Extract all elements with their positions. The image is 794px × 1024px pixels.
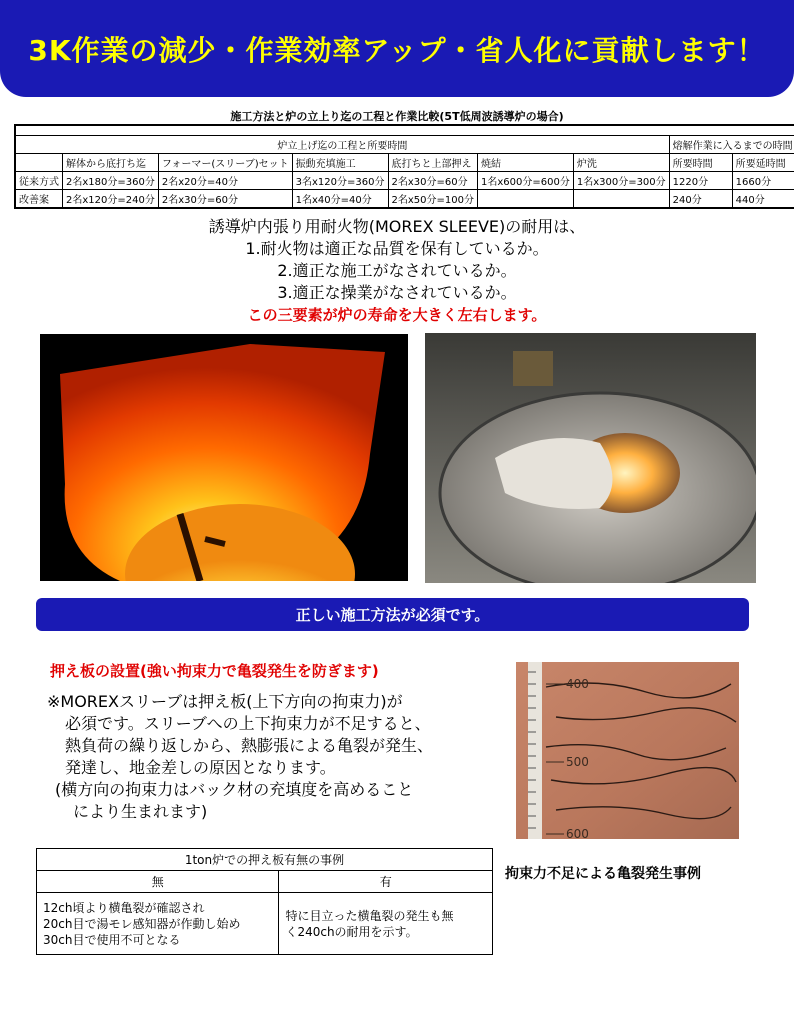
table-cell: 1名x40分=40分 xyxy=(292,189,388,208)
comparison-table xyxy=(14,124,794,209)
case-table xyxy=(36,848,493,955)
table-cell: 1660分 xyxy=(732,171,794,189)
table-cell: 440分 xyxy=(732,189,794,208)
column-header: 焼結 xyxy=(477,153,573,171)
body-line: 熱負荷の繰り返しから、熱膨張による亀裂が発生、 xyxy=(65,736,434,755)
body-line: により生まれます) xyxy=(73,802,208,821)
case-table-title: 1ton炉での押え板有無の事例 xyxy=(37,849,493,871)
table-cell: 2名x120分=240分 xyxy=(63,189,159,208)
table-cell: 1名x600分=600分 xyxy=(477,171,573,189)
intro-block xyxy=(0,216,794,326)
group-header-right: 熔解作業に入るまでの時間 xyxy=(669,135,794,153)
table-cell: 2名x20分=40分 xyxy=(158,171,292,189)
table-spacer-row xyxy=(15,125,794,135)
furnace-interior-photo xyxy=(40,334,408,581)
comparison-title: 施工方法と炉の立上り迄の工程と作業比較(5T低周波誘導炉の場合) xyxy=(230,110,564,123)
table-cell xyxy=(477,189,573,208)
table-group-row xyxy=(15,135,794,153)
case-col-with: 有 xyxy=(279,871,493,893)
intro-item: 1.耐火物は適正な品質を保有しているか。 xyxy=(245,239,549,258)
group-header-left: 炉立上げ迄の工程と所要時間 xyxy=(15,135,669,153)
intro-line: 誘導炉内張り用耐火物(MOREX SLEEVE)の耐用は、 xyxy=(208,217,586,236)
body-line: ※MOREXスリーブは押え板(上下方向の拘束力)が xyxy=(47,692,403,711)
headline-banner xyxy=(0,0,794,97)
mark-label: 500 xyxy=(566,755,589,769)
pressing-body xyxy=(47,691,487,823)
table-cell: 2名x30分=60分 xyxy=(388,171,477,189)
crack-photo xyxy=(516,662,739,839)
body-line: 必須です。スリーブへの上下拘束力が不足すると、 xyxy=(65,714,431,733)
table-cell: 1220分 xyxy=(669,171,732,189)
case-line: 12ch頃より横亀裂が確認され xyxy=(43,900,205,915)
furnace-top-photo xyxy=(425,333,756,583)
body-line: (横方向の拘束力はバック材の充填度を高めること xyxy=(55,780,414,799)
case-line: 特に目立った横亀裂の発生も無 xyxy=(285,908,454,923)
column-header: 底打ちと上部押え xyxy=(388,153,477,171)
case-col-without: 無 xyxy=(37,871,279,893)
section-bar xyxy=(36,598,749,631)
table-row xyxy=(15,171,794,189)
column-header: 解体から底打ち迄 xyxy=(63,153,159,171)
column-header: 炉洗 xyxy=(573,153,669,171)
column-header: 所要延時間 xyxy=(732,153,794,171)
mark-label: 400 xyxy=(566,677,589,691)
mark-label: 600 xyxy=(566,827,589,839)
case-line: く240chの耐用を示す。 xyxy=(285,924,418,939)
row-label: 従来方式 xyxy=(15,171,63,189)
case-line: 20ch目で湯モレ感知器が作動し始め xyxy=(43,916,241,931)
headline-text: 3K作業の減少・作業効率アップ・省人化に貢献します！ xyxy=(28,33,766,67)
table-cell: 3名x120分=360分 xyxy=(292,171,388,189)
table-cell: 2名x180分=360分 xyxy=(63,171,159,189)
table-header-row xyxy=(15,153,794,171)
intro-item: 3.適正な操業がなされているか。 xyxy=(277,283,517,302)
column-header: フォーマー(スリーブ)セット xyxy=(158,153,292,171)
row-label: 改善案 xyxy=(15,189,63,208)
table-cell: 240分 xyxy=(669,189,732,208)
column-header: 振動充填施工 xyxy=(292,153,388,171)
section-bar-text: 正しい施工方法が必須です。 xyxy=(295,606,490,624)
table-cell xyxy=(573,189,669,208)
table-row xyxy=(15,189,794,208)
case-line: 30ch目で使用不可となる xyxy=(43,932,181,947)
case-cell-without xyxy=(37,893,279,955)
pressing-title: 押え板の設置(強い拘束力で亀裂発生を防ぎます) xyxy=(50,662,379,680)
table-cell: 2名x30分=60分 xyxy=(158,189,292,208)
table-cell: 2名x50分=100分 xyxy=(388,189,477,208)
table-cell: 1名x300分=300分 xyxy=(573,171,669,189)
case-cell-with xyxy=(279,893,493,955)
body-line: 発達し、地金差しの原因となります。 xyxy=(65,758,336,777)
intro-emphasis: この三要素が炉の寿命を大きく左右します。 xyxy=(247,306,547,324)
intro-item: 2.適正な施工がなされているか。 xyxy=(277,261,517,280)
header-empty-cell xyxy=(15,153,63,171)
column-header: 所要時間 xyxy=(669,153,732,171)
crack-caption: 拘束力不足による亀裂発生事例 xyxy=(505,866,701,882)
